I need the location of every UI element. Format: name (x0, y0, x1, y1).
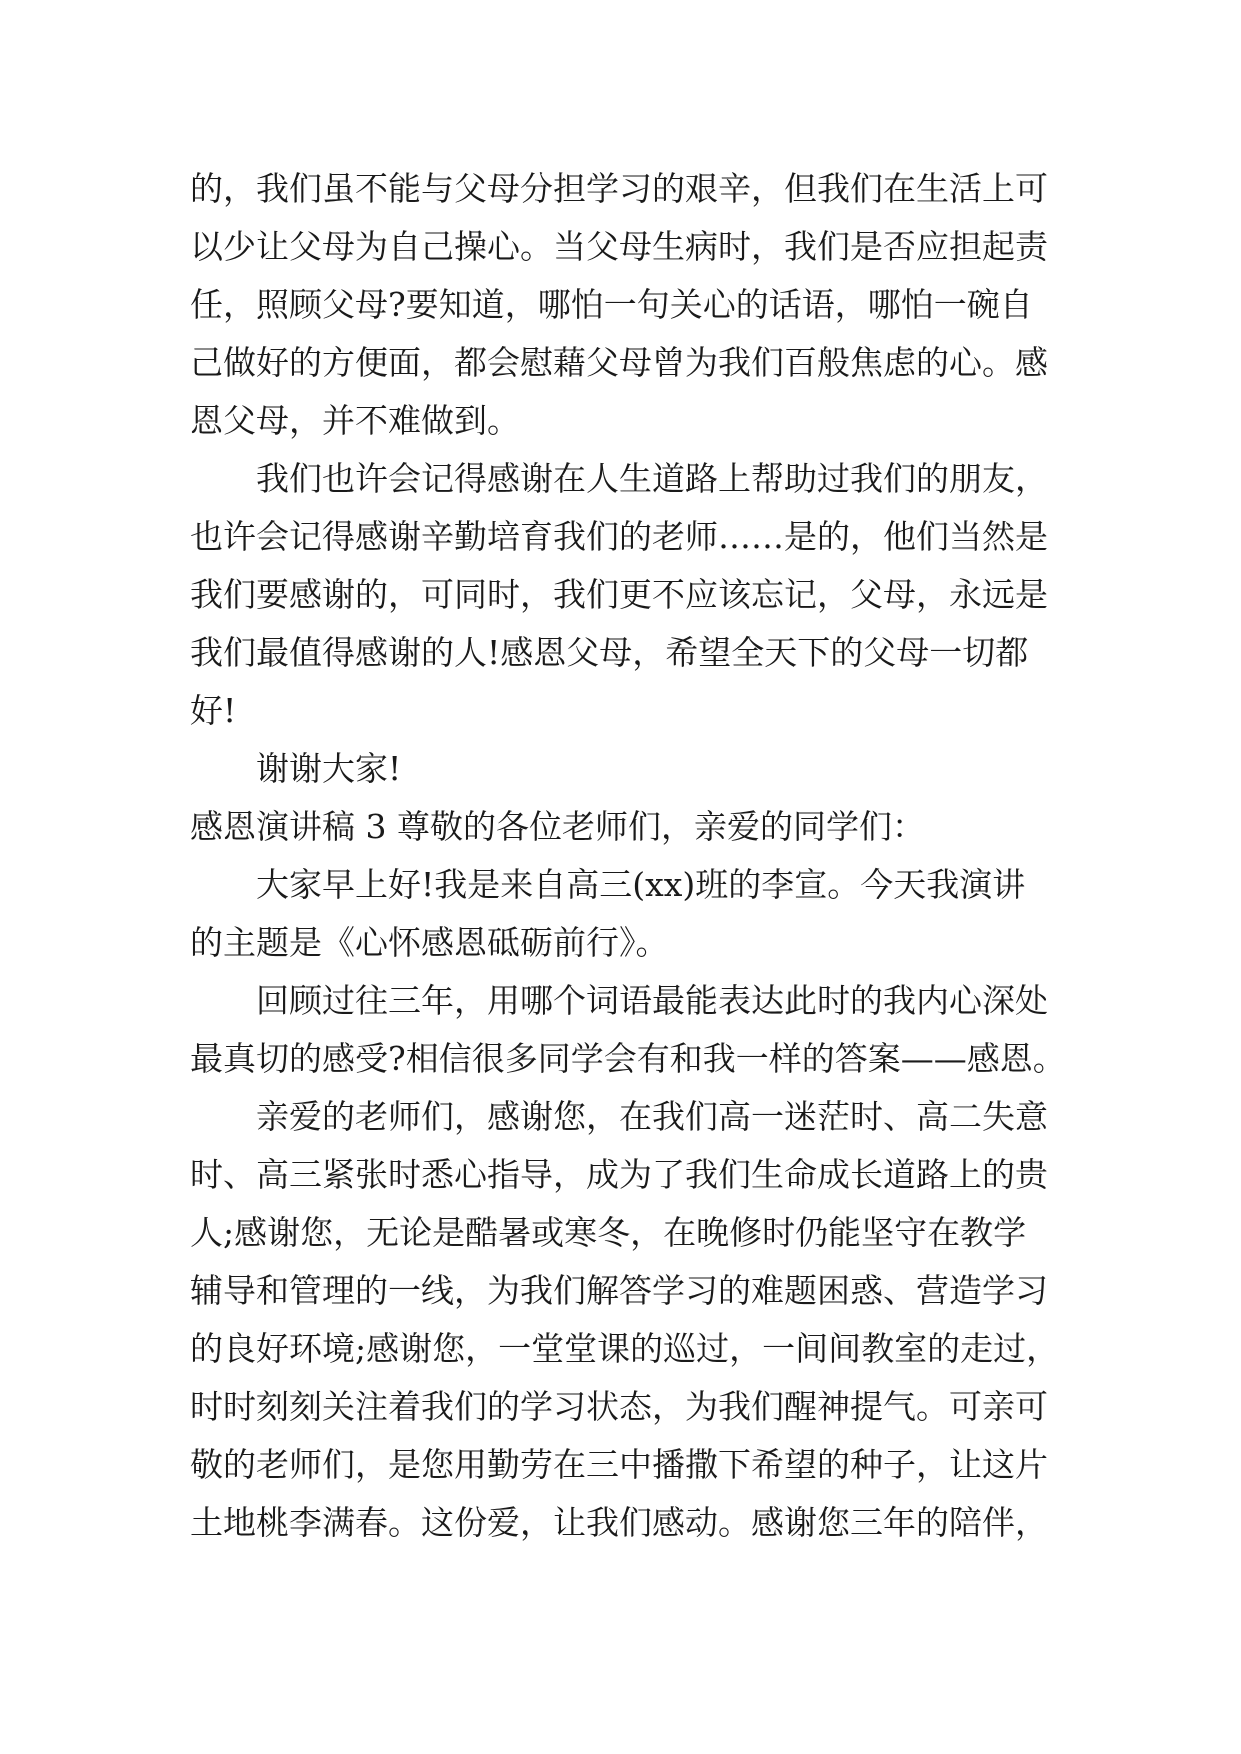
text-line: 土地桃李满春。这份爱，让我们感动。感谢您三年的陪伴， (190, 1503, 1048, 1542)
text-line: 人;感谢您，无论是酷暑或寒冬，在晚修时仍能坚守在教学 (190, 1213, 1027, 1252)
text-line: 亲爱的老师们，感谢您，在我们高一迷茫时、高二失意 (256, 1097, 1048, 1136)
text-line: 大家早上好!我是来自高三(xx)班的李宣。今天我演讲 (256, 865, 1026, 904)
text-line: 我们要感谢的，可同时，我们更不应该忘记，父母，永远是 (190, 575, 1048, 614)
text-line: 我们也许会记得感谢在人生道路上帮助过我们的朋友， (256, 459, 1048, 498)
text-line: 最真切的感受?相信很多同学会有和我一样的答案——感恩。 (190, 1039, 1066, 1078)
text-line: 谢谢大家! (256, 749, 402, 788)
text-line: 我们最值得感谢的人!感恩父母，希望全天下的父母一切都 (190, 633, 1029, 672)
document-body (190, 160, 1066, 1552)
text-line: 恩父母，并不难做到。 (190, 401, 520, 440)
text-line: 也许会记得感谢辛勤培育我们的老师……是的，他们当然是 (190, 517, 1048, 556)
text-line: 敬的老师们，是您用勤劳在三中播撒下希望的种子，让这片 (190, 1445, 1048, 1484)
text-line: 的良好环境;感谢您，一堂堂课的巡过，一间间教室的走过， (190, 1329, 1060, 1368)
text-line: 的，我们虽不能与父母分担学习的艰辛，但我们在生活上可 (190, 169, 1048, 208)
text-line: 回顾过往三年，用哪个词语最能表达此时的我内心深处 (256, 981, 1048, 1020)
text-line: 的主题是《心怀感恩砥砺前行》。 (190, 923, 669, 962)
text-line: 辅导和管理的一线，为我们解答学习的难题困惑、营造学习 (190, 1271, 1048, 1310)
text-line: 感恩演讲稿 3 尊敬的各位老师们，亲爱的同学们： (190, 807, 925, 846)
text-line: 时时刻刻关注着我们的学习状态，为我们醒神提气。可亲可 (190, 1387, 1048, 1426)
text-line: 时、高三紧张时悉心指导，成为了我们生命成长道路上的贵 (190, 1155, 1048, 1194)
text-line: 以少让父母为自己操心。当父母生病时，我们是否应担起责 (190, 227, 1048, 266)
text-line: 好! (190, 691, 237, 730)
text-line: 任，照顾父母?要知道，哪怕一句关心的话语，哪怕一碗自 (190, 285, 1033, 324)
text-line: 己做好的方便面，都会慰藉父母曾为我们百般焦虑的心。感 (190, 343, 1048, 382)
